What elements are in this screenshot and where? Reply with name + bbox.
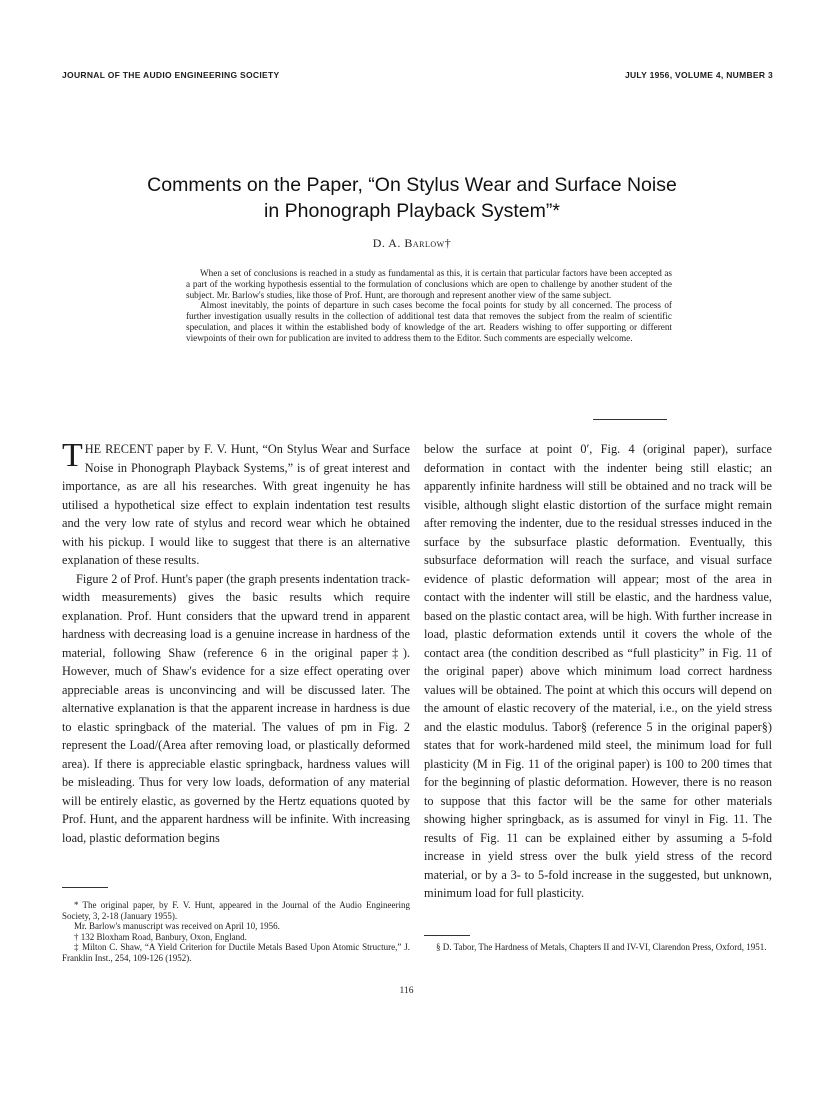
footnote-rule-right bbox=[424, 935, 470, 936]
drop-cap: T bbox=[62, 437, 83, 474]
article-title bbox=[62, 172, 762, 224]
article-title-line-1: Comments on the Paper, “On Stylus Wear and Surface Noise bbox=[147, 174, 677, 196]
body-paragraph: below the surface at point 0′, Fig. 4 (original paper), surface deformation in contact with the indenter being still elastic; an apparently infinite hardness will still be obtained and no track will be visible, although slight elastic distortion of the surface might remain after removing the indenter, due to the residual stresses induced in the surface by the subsurface plastic deformation. Eventually, this subsurface deformation will reach the surface, and visual surface evidence of plastic deformation will appear; most of the area in contact with the indenter will still be elastic, and the hardness value, based on the plastic contact area, will be high. With further increase in load, plastic deformation extends until it covers the whole of the contact area (the condition described as “full plasticity” in Fig. 11 of the original paper) above which minimum load correct hardness values will be obtained. The point at which this occurs will depend on the amount of elastic recovery of the material, i.e., on the yield stress and the elastic modulus. Tabor§ (reference 5 in the original paper§) states that for work-hardened mild steel, the minimum load for full plasticity (M in Fig. 11 of the original paper) is 100 to 200 times that for the beginning of plastic deformation. However, there is no reason to suppose that this factor will be the same for other materials showing higher springback, as is assumed for vinyl in Fig. 11. The results of Fig. 11 can be explained either by assuming a 5-fold increase in yield stress over the bulk yield stress of the record material, or by a 3- to 5-fold increase in the suggested, but unknown, minimum load for full plasticity. bbox=[424, 442, 772, 900]
editor-note-rule bbox=[593, 419, 667, 420]
footnote: § D. Tabor, The Hardness of Metals, Chapters II and IV-VI, Clarendon Press, Oxford, 1951. bbox=[436, 942, 767, 952]
issue-info: JULY 1956, VOLUME 4, NUMBER 3 bbox=[624, 70, 773, 80]
footnote: Mr. Barlow's manuscript was received on April 10, 1956. bbox=[74, 921, 280, 932]
footnote-rule-left bbox=[62, 887, 108, 888]
footnote: ‡ Milton C. Shaw, “A Yield Criterion for Ductile Metals Based Upon Atomic Structure,” J. Franklin Inst., 254, 109-126 (1952). bbox=[62, 942, 410, 963]
editor-note-paragraph: When a set of conclusions is reached in a study as fundamental as this, it is certain that particular factors have been accepted as a part of the working hypothesis essential to the formulation of conclusions which are open to challenge by another student of the subject. Mr. Barlow's studies, like those of Prof. Hunt, are thorough and represent another view of the same subject. bbox=[186, 268, 672, 300]
body-column-right bbox=[424, 440, 772, 903]
body-paragraph: Figure 2 of Prof. Hunt's paper (the graph presents indentation track-width measurements) gives the basic results which require explanation. Prof. Hunt considers that the upward trend in apparent hardness with decreasing load is a genuine increase in hardness of the material, following Shaw (reference 6 in the original paper‡). However, much of Shaw's evidence for a size effect operating over appreciable areas is unconvincing and will be discussed later. The alternative explanation is that the apparent increase in hardness is due to elastic springback of the material. The values of pm in Fig. 2 represent the Load/(Area after removing load, or plastically deformed area). If there is appreciable elastic springback, hardness values will be misleading. Thus for very low loads, deformation of any material will be entirely elastic, as governed by the Hertz equations quoted by Prof. Hunt, and the apparent hardness will be infinite. With increasing load, plastic deformation begins bbox=[62, 571, 410, 845]
editor-note bbox=[186, 268, 672, 344]
footnote: † 132 Bloxham Road, Banbury, Oxon, England. bbox=[74, 931, 247, 942]
article-title-line-2: in Phonograph Playback System”* bbox=[264, 200, 560, 222]
journal-name: JOURNAL OF THE AUDIO ENGINEERING SOCIETY bbox=[62, 70, 280, 80]
author-name: D. A. Barlow† bbox=[372, 236, 452, 250]
footnotes-left bbox=[62, 900, 410, 964]
body-column-left bbox=[62, 437, 410, 847]
body-text: HE RECENT paper by F. V. Hunt, “On Stylus Wear and Surface Noise in Phonograph Playback Systems,” is of great interest and importance, as are all his researches. With great ingenuity he has utilised a hypothetical size effect to explain indentation test results and the very low rate of stylus and record wear which he obtained with his pickup. I would like to suggest that there is an alternative explanation of these results. bbox=[62, 442, 410, 567]
body-paragraph bbox=[62, 437, 410, 570]
page-number: 116 bbox=[399, 986, 414, 996]
editor-note-paragraph: Almost inevitably, the points of departure in such cases become the focal points for study by all concerned. The process of further investigation usually results in the collection of additional test data that removes the subject from the realm of scientific speculation, and places it within the established body of knowledge of the art. Readers wishing to offer supporting or different viewpoints of their own for publication are invited to address them to the Editor. Such comments are especially welcome. bbox=[186, 300, 672, 343]
footnote: * The original paper, by F. V. Hunt, appeared in the Journal of the Audio Engineering Society, 3, 2-18 (January 1955). bbox=[62, 900, 410, 921]
footnotes-right bbox=[424, 942, 772, 953]
